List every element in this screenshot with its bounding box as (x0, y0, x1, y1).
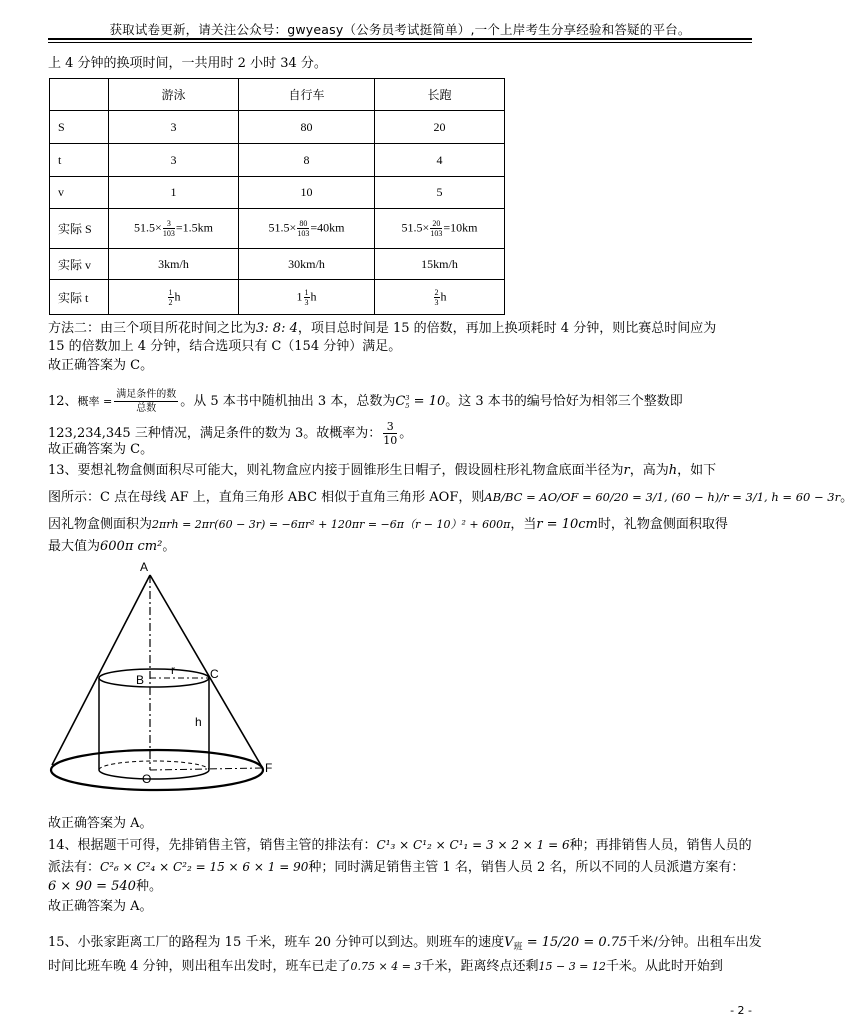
table-cell: 1 $\frac{1}{3}$ h (239, 280, 375, 315)
answer-c-2: 故正确答案为 C。 (48, 442, 154, 457)
table-cell: 10 (239, 177, 375, 209)
q14-line3: 6 × 90 = 540种。 (48, 879, 162, 894)
page-number: - 2 - (730, 1004, 752, 1017)
table-header-cell (50, 79, 109, 111)
cylinder-bottom-front (99, 770, 209, 779)
row-label: 实际 t (50, 280, 109, 315)
row-label: t (50, 144, 109, 177)
page-header: 获取试卷更新，请关注公众号：gwyeasy（公务员考试挺简单）,一个上岸考生分享经验和答疑的平台。 (109, 22, 691, 37)
label-r: r (171, 663, 175, 677)
row-label: S (50, 111, 109, 144)
table-cell: 80 (239, 111, 375, 144)
intro-line: 上 4 分钟的换项时间，一共用时 2 小时 34 分。 (48, 56, 327, 71)
table-cell: 4 (375, 144, 505, 177)
label-F: F (265, 761, 273, 775)
row-label: v (50, 177, 109, 209)
cylinder-bottom-back (99, 761, 209, 770)
label-A: A (140, 560, 149, 574)
header-rule-thin (48, 42, 752, 43)
table-cell: 3 (109, 111, 239, 144)
table-cell: 51.5× $\frac{20}{103}$ =10km (375, 209, 505, 249)
method2-line1: 方法二：由三个项目所花时间之比为3: 8: 4，项目总时间是 15 的倍数，再加上换项耗时 4 分钟，则比赛总时间应为 (48, 321, 717, 336)
q15-line2: 时间比班车晚 4 分钟，则出租车出发时，班车已走了0.75 × 4 = 3千米，距离终点还剩15 − 3 = 12千米。从此时开始到 (48, 959, 723, 974)
table-row (50, 144, 505, 177)
table-row (50, 209, 505, 249)
answer-a-2: 故正确答案为 A。 (48, 899, 153, 914)
answer-a-1: 故正确答案为 A。 (48, 816, 153, 831)
table-cell: 1 (109, 177, 239, 209)
q14-line2: 派法有：C²₆ × C²₄ × C²₂ = 15 × 6 × 1 = 90种；同时满足销售主管 1 名，销售人员 2 名，所以不同的人员派遣方案有： (48, 860, 745, 875)
table-header-cell: 自行车 (239, 79, 375, 111)
label-C: C (210, 667, 219, 681)
q13-line4: 最大值为600π cm²。 (48, 539, 176, 554)
cone-right-edge (150, 575, 262, 767)
base-radius (150, 768, 262, 770)
speed-table (49, 78, 505, 315)
row-label: 实际 S (50, 209, 109, 249)
table-row (50, 111, 505, 144)
table-cell: 3 (109, 144, 239, 177)
q13-line2: 图所示：C 点在母线 AF 上，直角三角形 ABC 相似于直角三角形 AOF，则AB/BC = AO/OF = 60/20 = 3/1, (60 − h)/r = 3/1, h = 60 − 3r。 (48, 490, 853, 505)
q13-line1: 13、要想礼物盒侧面积尽可能大，则礼物盒应内接于圆锥形生日帽子，假设圆柱形礼物盒底面半径为r，高为h，如下 (48, 463, 717, 478)
table-cell: 15km/h (375, 249, 505, 280)
table-row (50, 177, 505, 209)
table-cell: 51.5× $\frac{80}{103}$ =40km (239, 209, 375, 249)
q12-line1: 12、概率 = $\frac{\text{满足条件的数}}{\text{总数}}$ 。从 5 本书中随机抽出 3 本，总数为C 3 5 = 10。这 3 本书的编号恰好为相邻三个整数即 (48, 389, 683, 414)
table-cell: $\frac{1}{2}$ h (109, 280, 239, 315)
label-O: O (142, 772, 152, 786)
table-header-cell: 长跑 (375, 79, 505, 111)
q13-line3: 因礼物盒侧面积为2πrh = 2πr(60 − 3r) = −6πr² + 120πr = −6π（r − 10）² + 600π，当r = 10cm时，礼物盒侧面积取得 (48, 517, 728, 532)
table-header-row (50, 79, 505, 111)
header-rule-thick (48, 38, 752, 40)
method2-line2: 15 的倍数加上 4 分钟，结合选项只有 C（154 分钟）满足。 (48, 339, 402, 354)
table-cell: 3km/h (109, 249, 239, 280)
table-row (50, 249, 505, 280)
table-cell: 51.5× $\frac{3}{103}$ =1.5km (109, 209, 239, 249)
table-cell: 8 (239, 144, 375, 177)
table-row (50, 280, 505, 315)
label-h: h (195, 715, 202, 729)
table-cell: 5 (375, 177, 505, 209)
table-header-cell: 游泳 (109, 79, 239, 111)
answer-c-1: 故正确答案为 C。 (48, 358, 154, 373)
cone-cylinder-diagram (40, 560, 290, 805)
table-cell: 20 (375, 111, 505, 144)
label-B: B (136, 673, 145, 687)
q15-line1: 15、小张家距离工厂的路程为 15 千米，班车 20 分钟可以到达。则班车的速度$V_班 = 15/20 = 0.75$千米/分钟。出租车出发 (48, 935, 762, 953)
q14-line1: 14、根据题干可得，先排销售主管，销售主管的排法有：C¹₃ × C¹₂ × C¹₁ = 3 × 2 × 1 = 6种；再排销售人员，销售人员的 (48, 838, 752, 853)
q12-line2: 123,234,345 三种情况，满足条件的数为 3。故概率为： $\frac{3}{10}$ 。 (48, 420, 413, 447)
table-cell: $\frac{2}{3}$ h (375, 280, 505, 315)
row-label: 实际 v (50, 249, 109, 280)
table-cell: 30km/h (239, 249, 375, 280)
